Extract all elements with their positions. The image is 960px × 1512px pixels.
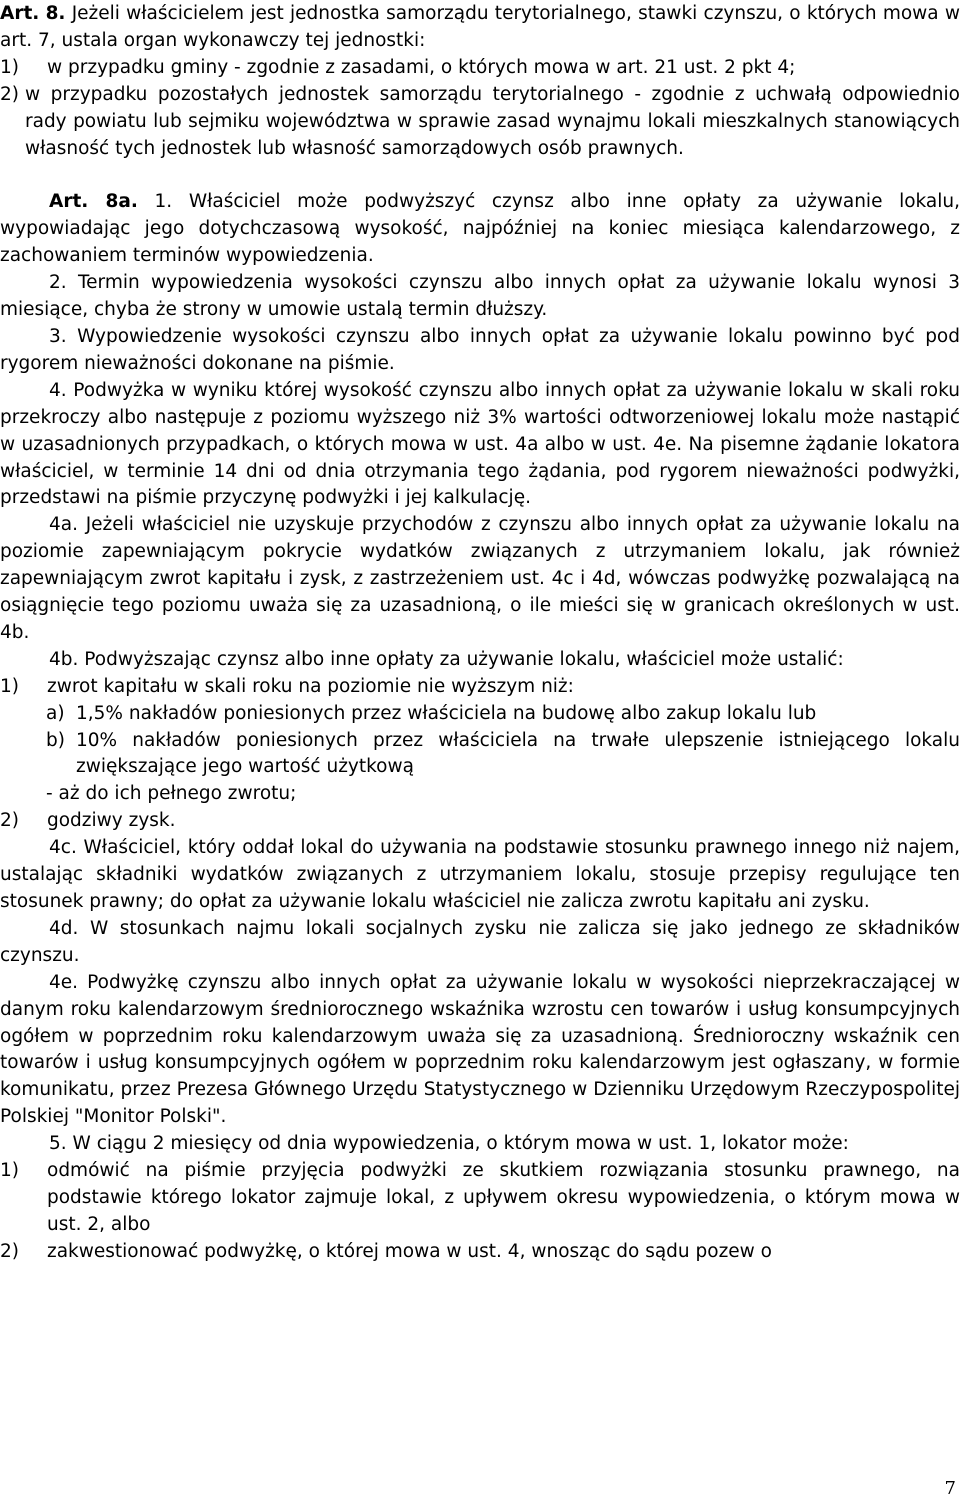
sublist-letter: b) <box>46 729 65 751</box>
list-number: 1) <box>0 1160 19 1182</box>
paragraph-text: Jeżeli właściciel nie uzyskuje przychodów z czynszu albo innych opłat za używanie lokalu na poziomie zapewniającym pokrycie wydatków związanych z utrzymaniem lokalu, jak również zapewniającym zwrot kapitału i zysk, z zastrzeżeniem ust. 4c i 4d, wówczas podwyżkę pozwalającą na osiągnięcie tego poziomu uważa się za uzasadnioną, o ile mieści się w granicach określonych w ust. 4b. <box>0 514 960 643</box>
art8-number: 8. <box>45 3 66 24</box>
art8-item-1 <box>0 55 960 82</box>
paragraph-number: 4c. <box>49 837 77 859</box>
list-number: 2) <box>0 1240 19 1262</box>
art8a-4b-item-1 <box>0 674 960 701</box>
list-text: w przypadku pozostałych jednostek samorządu terytorialnego - zgodnie z uchwałą odpowiednio rady powiatu lub sejmiku województwa w sprawie zasad wynajmu lokali mieszkalnych stanowiących własność tych jednostek lub własność samorządowych osób prawnych. <box>25 83 960 159</box>
list-number: 1) <box>0 675 19 697</box>
paragraph-text: Wypowiedzenie wysokości czynszu albo innych opłat za używanie lokalu powinno być pod rygorem nieważności dokonane na piśmie. <box>0 325 960 374</box>
paragraph-number: 1. <box>154 191 173 213</box>
list-number: 1) <box>0 56 19 78</box>
art8a-4b-item-2 <box>0 808 960 835</box>
art8a-5-item-1 <box>0 1158 960 1239</box>
sublist-text: 10% nakładów poniesionych przez właściciela na trwałe ulepszenie istniejącego lokalu zwiększające jego wartość użytkową <box>76 729 960 778</box>
list-text: odmówić na piśmie przyjęcia podwyżki ze skutkiem rozwiązania stosunku prawnego, na podstawie którego lokator zajmuje lokal, z upływem okresu wypowiedzenia, o którym mowa w ust. 2, albo <box>47 1160 960 1235</box>
art8a-paragraph-3 <box>0 324 960 378</box>
paragraph-number: 2. <box>49 272 67 294</box>
paragraph-number: 3. <box>49 325 67 347</box>
list-text: zakwestionować podwyżkę, o której mowa w ust. 4, wnosząc do sądu pozew o <box>47 1240 772 1262</box>
document-page <box>0 1 960 1266</box>
art8a-4b-subitem-b <box>0 728 960 782</box>
list-number: 2) <box>0 810 19 832</box>
paragraph-text: Podwyżka w wyniku której wysokość czynszu albo innych opłat za używanie lokalu w skali roku przekroczy albo następuje z poziomu wyższego niż 3% wartości odtworzeniowej lokalu może nastąpić w uzasadnionych przypadkach, o których mowa w ust. 4a albo w ust. 4e. Na pisemne żądanie lokatora właściciel, w terminie 14 dni od dnia otrzymania tego żądania, pod rygorem nieważności podwyżki, przedstawi na piśmie przyczynę podwyżki i jej kalkulację. <box>0 379 960 509</box>
art8-intro-text: Jeżeli właścicielem jest jednostka samorządu terytorialnego, stawki czynszu, o których mowa w art. 7, ustala organ wykonawczy tej jednostki: <box>0 3 960 51</box>
art8a-paragraph-1 <box>0 189 960 270</box>
paragraph-text: Termin wypowiedzenia wysokości czynszu albo innych opłat za używanie lokalu wynosi 3 miesiące, chyba że strony w umowie ustalą termin dłuższy. <box>0 272 960 321</box>
art8a-paragraph-4e <box>0 970 960 1131</box>
paragraph-number: 4. <box>49 379 67 401</box>
paragraph-text: W stosunkach najmu lokali socjalnych zysku nie zalicza się jako jednego ze składników czynszu. <box>0 917 960 966</box>
list-number: 2) <box>0 83 19 105</box>
art8a-4b-subitem-a <box>0 701 960 728</box>
art8a-5-item-2 <box>0 1239 960 1266</box>
sublist-letter: a) <box>46 702 65 724</box>
art8a-paragraph-4c <box>0 835 960 916</box>
art8a-paragraph-4b <box>0 647 960 674</box>
paragraph-text: Podwyższając czynsz albo inne opłaty za używanie lokalu, właściciel może ustalić: <box>84 648 844 670</box>
paragraph-number: 4a. <box>49 514 78 536</box>
list-text: zwrot kapitału w skali roku na poziomie nie wyższym niż: <box>47 675 574 697</box>
art8a-paragraph-5 <box>0 1131 960 1158</box>
art8a-label: Art. 8a. <box>49 191 138 213</box>
paragraph-number: 5. <box>49 1133 67 1155</box>
art8a-paragraph-4 <box>0 378 960 513</box>
list-text: w przypadku gminy - zgodnie z zasadami, o których mowa w art. 21 ust. 2 pkt 4; <box>47 56 796 78</box>
paragraph-number: 4e. <box>49 971 79 993</box>
sublist-text: 1,5% nakładów poniesionych przez właściciela na budowę albo zakup lokalu lub <box>76 702 817 724</box>
paragraph-number: 4d. <box>49 917 79 939</box>
art8a-paragraph-4a <box>0 512 960 647</box>
art8-intro <box>0 1 960 55</box>
art8-item-2 <box>0 82 960 163</box>
list-text: godziwy zysk. <box>47 810 176 832</box>
art8a-paragraph-2 <box>0 270 960 324</box>
paragraph-text: Podwyżkę czynszu albo innych opłat za używanie lokalu w wysokości nieprzekraczającej w danym roku kalendarzowym średniorocznego wskaźnika wzrostu cen towarów i usług konsumpcyjnych ogółem w poprzednim roku kalendarzowym uważa się za uzasadnioną. Średnioroczny wskaźnik cen towarów i usług konsumpcyjnych ogółem w poprzednim roku kalendarzowym jest ogłaszany, w formie komunikatu, przez Prezesa Głównego Urzędu Statystycznego w Dzienniku Urzędowym Rzeczypospolitej Polskiej "Monitor Polski". <box>0 971 960 1128</box>
page-number: 7 <box>944 1478 956 1499</box>
art8-label: Art. <box>0 3 40 24</box>
paragraph-number: 4b. <box>49 648 79 670</box>
art8a-paragraph-4d <box>0 916 960 970</box>
paragraph-text: Właściciel może podwyższyć czynsz albo inne opłaty za używanie lokalu, wypowiadając jego dotychczasową wysokość, najpóźniej na koniec miesiąca kalendarzowego, z zachowaniem terminów wypowiedzenia. <box>0 191 960 267</box>
paragraph-text: Właściciel, który oddał lokal do używania na podstawie stosunku prawnego innego niż najem, ustalając składniki wydatków związanych z utrzymaniem lokalu, stosuje przepisy regulujące ten stosunek prawny; do opłat za używanie lokalu właściciel nie zalicza zwrotu kapitału ani zysku. <box>0 837 960 912</box>
art8a-4b-note: - aż do ich pełnego zwrotu; <box>46 783 297 805</box>
paragraph-text: W ciągu 2 miesięcy od dnia wypowiedzenia, o którym mowa w ust. 1, lokator może: <box>72 1133 849 1155</box>
